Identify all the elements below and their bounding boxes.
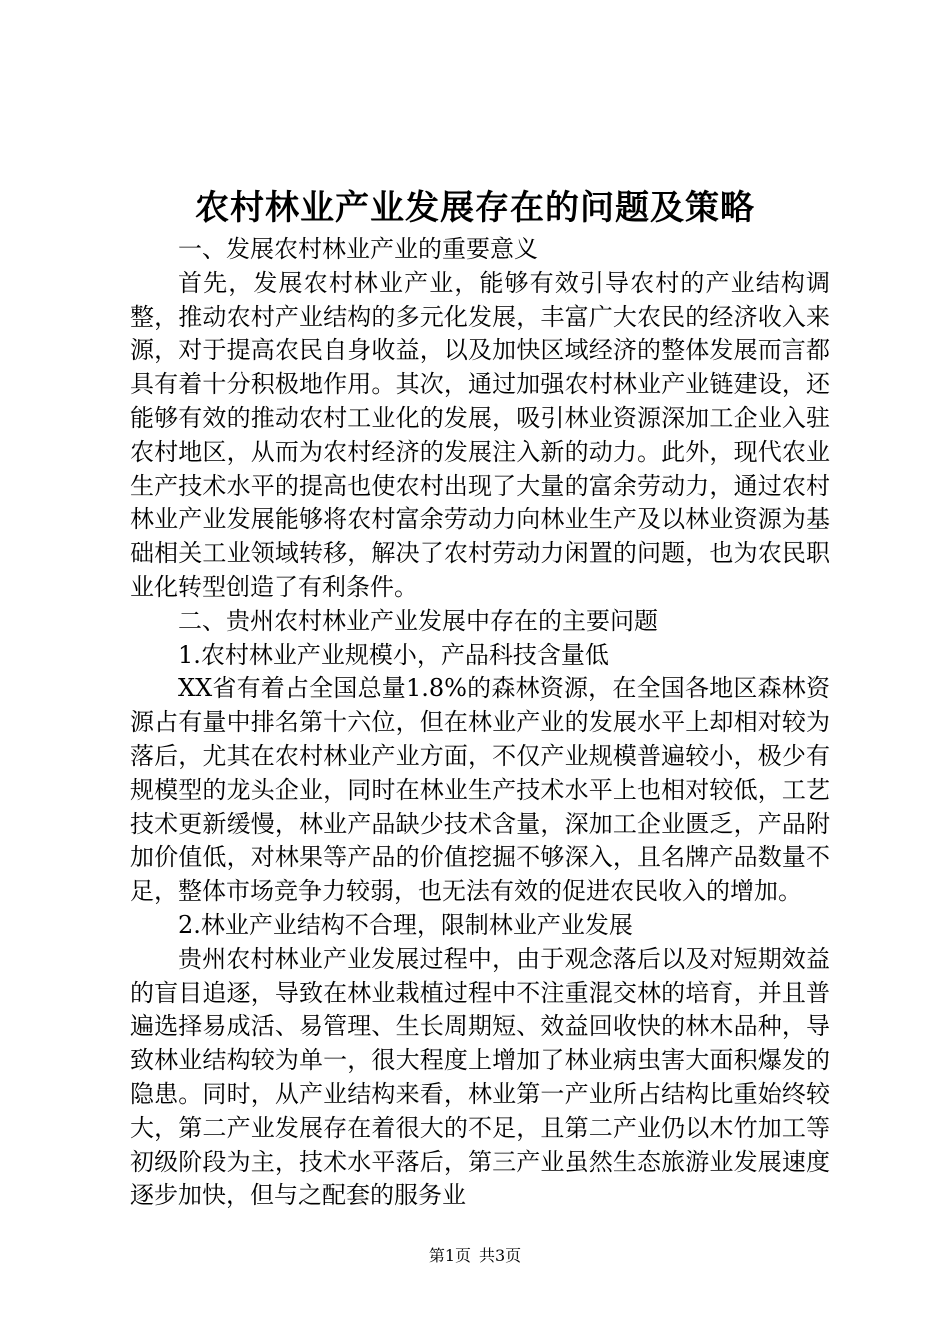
body-paragraph: 首先，发展农村林业产业，能够有效引导农村的产业结构调整，推动农村产业结构的多元化发展，丰富广大农民的经济收入来源，对于提高农民自身收益，以及加快区域经济的整体发展而言都具有着十分积极地作用。其次，通过加强农村林业产业链建设，还能够有效的推动农村工业化的发展，吸引林业资源深加工企业入驻农村地区，从而为农村经济的发展注入新的动力。此外，现代农业生产技术水平的提高也使农村出现了大量的富余劳动力，通过农村林业产业发展能够将农村富余劳动力向林业生产及以林业资源为基础相关工业领域转移，解决了农村劳动力闲置的问题，也为农民职业化转型创造了有利条件。 [130,268,830,601]
subsection-heading-2: 2.林业产业结构不合理，限制林业产业发展 [178,910,633,939]
page-total: 共3页 [479,1246,522,1265]
section-heading-1: 一、发展农村林业产业的重要意义 [178,235,538,263]
document-body [130,233,830,1213]
document-title: 农村林业产业发展存在的问题及策略 [195,188,755,228]
section-heading-2: 二、贵州农村林业产业发展中存在的主要问题 [178,606,658,635]
page-number: 第1页 [428,1246,471,1265]
body-paragraph: 贵州农村林业产业发展过程中，由于观念落后以及对短期效益的盲目追逐，导致在林业栽植过程中不注重混交林的培育，并且普遍选择易成活、易管理、生长周期短、效益回收快的林木品种，导致林业结构较为单一，很大程度上增加了林业病虫害大面积爆发的隐患。同时，从产业结构来看，林业第一产业所占结构比重始终较大，第二产业发展存在着很大的不足，且第二产业仍以木竹加工等初级阶段为主，技术水平落后，第三产业虽然生态旅游业发展速度逐步加快，但与之配套的服务业 [130,944,830,1210]
subsection-heading-1: 1.农村林业产业规模小，产品科技含量低 [178,640,609,669]
body-paragraph: XX省有着占全国总量1.8%的森林资源，在全国各地区森林资源占有量中排名第十六位，但在林业产业的发展水平上却相对较为落后，尤其在农村林业产业方面，不仅产业规模普遍较小，极少有规模型的龙头企业，同时在林业生产技术水平上也相对较低，工艺技术更新缓慢，林业产品缺少技术含量，深加工企业匮乏，产品附加价值低，对林果等产品的价值挖掘不够深入，且名牌产品数量不足，整体市场竞争力较弱，也无法有效的促进农民收入的增加。 [130,674,830,906]
page-footer [0,1246,950,1266]
